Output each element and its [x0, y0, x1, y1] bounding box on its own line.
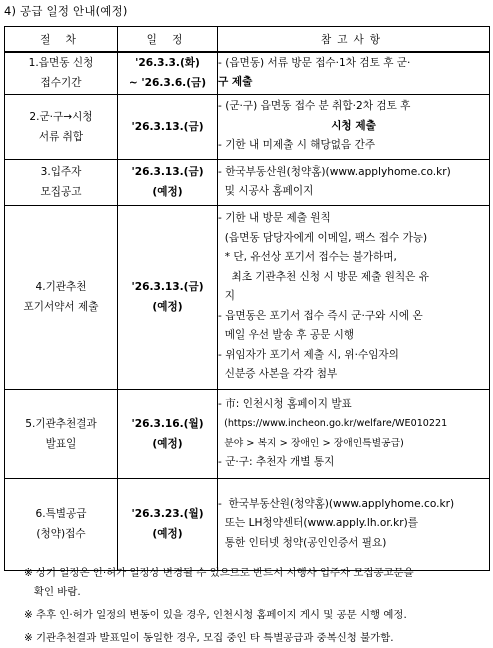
notes-cell	[218, 52, 490, 94]
note-line: - 기한 내 방문 제출 원칙	[218, 212, 331, 225]
step-cell	[5, 94, 118, 159]
table-row	[5, 389, 490, 478]
date-cell	[118, 389, 218, 478]
column-header-step: 절 차	[5, 27, 118, 53]
note-line: 시청 제출	[331, 119, 376, 132]
date-line: ~ '26.3.6.(금)	[128, 77, 207, 90]
step-cell	[5, 159, 118, 205]
date-line: (예정)	[152, 528, 183, 540]
date-cell	[118, 52, 218, 94]
step-line: 포기서약서 제출	[23, 301, 99, 313]
table-row	[5, 159, 490, 205]
date-cell	[118, 159, 218, 205]
note-line: 통한 인터넷 청약(공인인증서 필요)	[218, 536, 387, 549]
note-line: - 한국부동산원(청약홈)(www.applyhome.co.kr)	[218, 165, 451, 178]
note-line: - 한국부동산원(청약홈)(www.applyhome.co.kr)	[218, 497, 455, 510]
date-cell	[118, 205, 218, 389]
note-line: 및 시공사 홈페이지	[218, 185, 314, 197]
note-line: - (군·구) 읍면동 접수 분 취합·2차 검토 후	[218, 100, 411, 113]
step-line: 서류 취합	[38, 130, 84, 143]
column-header-notes: 참고사항	[218, 27, 490, 53]
note-line: (https://www.incheon.go.kr/welfare/WE010221	[218, 418, 448, 429]
notes-cell	[218, 389, 490, 478]
note-line: 구 제출	[218, 76, 253, 89]
note-line: * 단, 유선상 포기서 접수는 불가하며,	[218, 251, 397, 264]
note-line: 최초 기관추천 신청 시 방문 제출 원칙은 유	[218, 270, 430, 283]
step-cell	[5, 478, 118, 570]
table-row	[5, 52, 490, 94]
date-cell	[118, 94, 218, 159]
date-line: '26.3.23.(월)	[131, 508, 204, 520]
date-line: '26.3.16.(월)	[131, 417, 204, 430]
notes-cell	[218, 159, 490, 205]
step-line: 5.기관추천결과	[25, 417, 97, 430]
step-cell	[5, 205, 118, 389]
schedule-table	[4, 26, 490, 571]
note-line: 신분증 사본을 각각 첨부	[218, 368, 338, 381]
date-line: '26.3.13.(금)	[131, 281, 204, 293]
note-line: - 위임자가 포기서 제출 시, 위·수임자의	[218, 348, 399, 361]
table-row	[5, 205, 490, 389]
step-line: 1.읍면동 신청	[28, 57, 94, 70]
step-cell	[5, 389, 118, 478]
date-line: '26.3.3.(화)	[135, 57, 200, 70]
notes-cell	[218, 205, 490, 389]
note-line: (읍면동 담당자에게 이메일, 팩스 접수 가능)	[218, 231, 428, 244]
step-line: (청약)접수	[36, 528, 86, 540]
section-heading: 4) 공급 일정 안내(예정)	[4, 4, 128, 18]
date-line: (예정)	[152, 437, 183, 450]
footnote-line: ※ 기관추천결과 발표일이 동일한 경우, 모집 중인 타 특별공급과 중복신청 불가함.	[24, 632, 394, 644]
note-line: - (읍면동) 서류 방문 접수·1차 검토 후 군·	[218, 56, 411, 69]
notes-cell	[218, 478, 490, 570]
note-line: 또는 LH청약센터(www.apply.lh.or.kr)를	[218, 517, 419, 530]
column-header-date: 일 정	[118, 27, 218, 53]
footnote-line: ※ 추후 인·허가 일정의 변동이 있을 경우, 인천시청 홈페이지 게시 및 공문 시행 예정.	[24, 609, 407, 621]
footnote-line: ※ 상기 일정은 인·허가 일정상 변경될 수 있으므로 반드시 시행사 입주자 모집공고문을	[24, 567, 414, 579]
footnotes	[24, 564, 486, 648]
footnote-line: 확인 바람.	[24, 586, 81, 598]
note-line: - 군·구: 추천자 개별 통지	[218, 456, 335, 468]
step-line: 3.입주자	[40, 166, 82, 178]
step-cell	[5, 52, 118, 94]
step-line: 접수기간	[40, 77, 82, 90]
step-line: 4.기관추천	[35, 281, 87, 293]
date-cell	[118, 478, 218, 570]
note-line: 분야 > 복지 > 장애인 > 장애인특별공급)	[218, 437, 404, 449]
table-row	[5, 478, 490, 570]
note-line: - 기한 내 미제출 시 해당없음 간주	[218, 139, 376, 152]
date-line: '26.3.13.(금)	[131, 166, 204, 178]
date-line: (예정)	[152, 186, 183, 198]
note-line: - 市: 인천시청 홈페이지 발표	[218, 397, 352, 410]
note-line: - 읍면동은 포기서 접수 즉시 군·구와 시에 온	[218, 309, 423, 322]
note-line: 메일 우선 발송 후 공문 시행	[218, 329, 355, 342]
note-line: 지	[218, 290, 235, 303]
date-line: (예정)	[152, 301, 183, 313]
step-line: 모집공고	[40, 186, 82, 198]
table-row	[5, 94, 490, 159]
table-header-row	[5, 27, 490, 53]
step-line: 6.특별공급	[35, 508, 87, 520]
date-line: '26.3.13.(금)	[131, 120, 204, 133]
notes-cell	[218, 94, 490, 159]
step-line: 발표일	[45, 437, 77, 450]
step-line: 2.군·구→시청	[29, 110, 93, 123]
